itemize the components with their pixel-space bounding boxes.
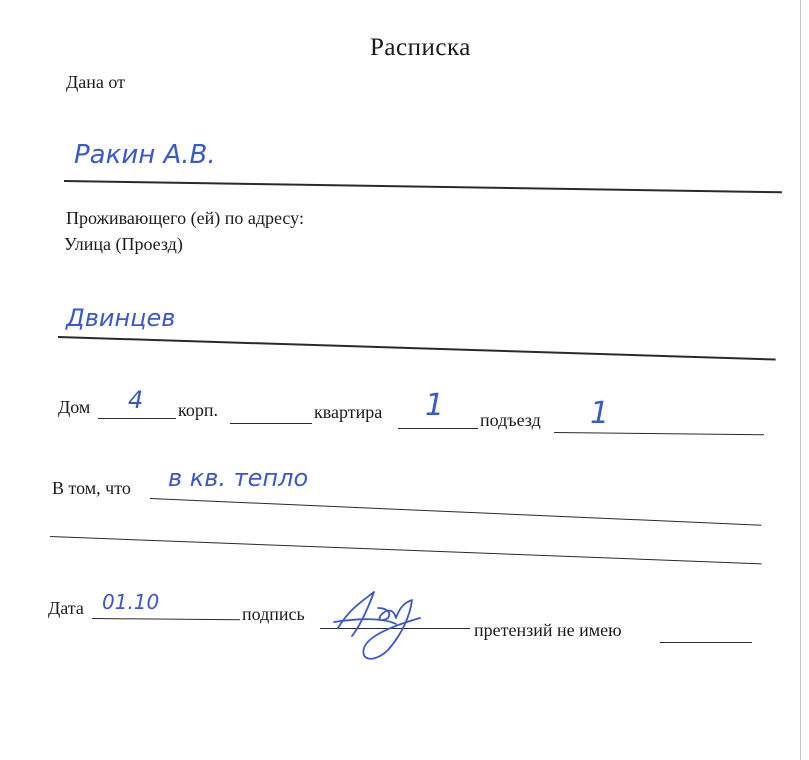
date-line: [92, 618, 240, 620]
handwritten-apartment: 1: [425, 388, 445, 423]
document-title: Расписка: [370, 34, 471, 61]
reason-label: В том, что: [52, 478, 131, 498]
no-claims-line: [660, 642, 752, 643]
handwritten-entrance: 1: [590, 396, 610, 431]
name-line: [64, 180, 782, 193]
no-claims-label: претензий не имею: [474, 620, 622, 640]
signature-label: подпись: [242, 604, 305, 624]
handwritten-name: Ракин А.В.: [74, 140, 216, 170]
page-edge: [800, 0, 801, 760]
apartment-label: квартира: [314, 402, 383, 422]
handwritten-reason: в кв. тепло: [168, 464, 309, 492]
reason-line: [150, 498, 761, 526]
entrance-label: подъезд: [480, 410, 541, 430]
reason-line-2: [50, 536, 762, 564]
apartment-line: [398, 428, 478, 429]
house-line: [98, 418, 176, 419]
address-label: Проживающего (ей) по адресу:: [66, 208, 304, 228]
handwritten-signature: [330, 578, 430, 664]
building-line: [230, 423, 312, 424]
street-line: [58, 336, 776, 361]
date-label: Дата: [48, 598, 84, 618]
house-label: Дом: [58, 397, 91, 417]
given-by-label: Дана от: [66, 72, 126, 92]
street-label: Улица (Проезд): [64, 234, 183, 254]
building-label: корп.: [178, 400, 218, 420]
handwritten-street: Двинцев: [66, 304, 176, 332]
entrance-line: [554, 432, 764, 435]
handwritten-house: 4: [128, 386, 144, 414]
handwritten-date: 01.10: [102, 590, 160, 614]
